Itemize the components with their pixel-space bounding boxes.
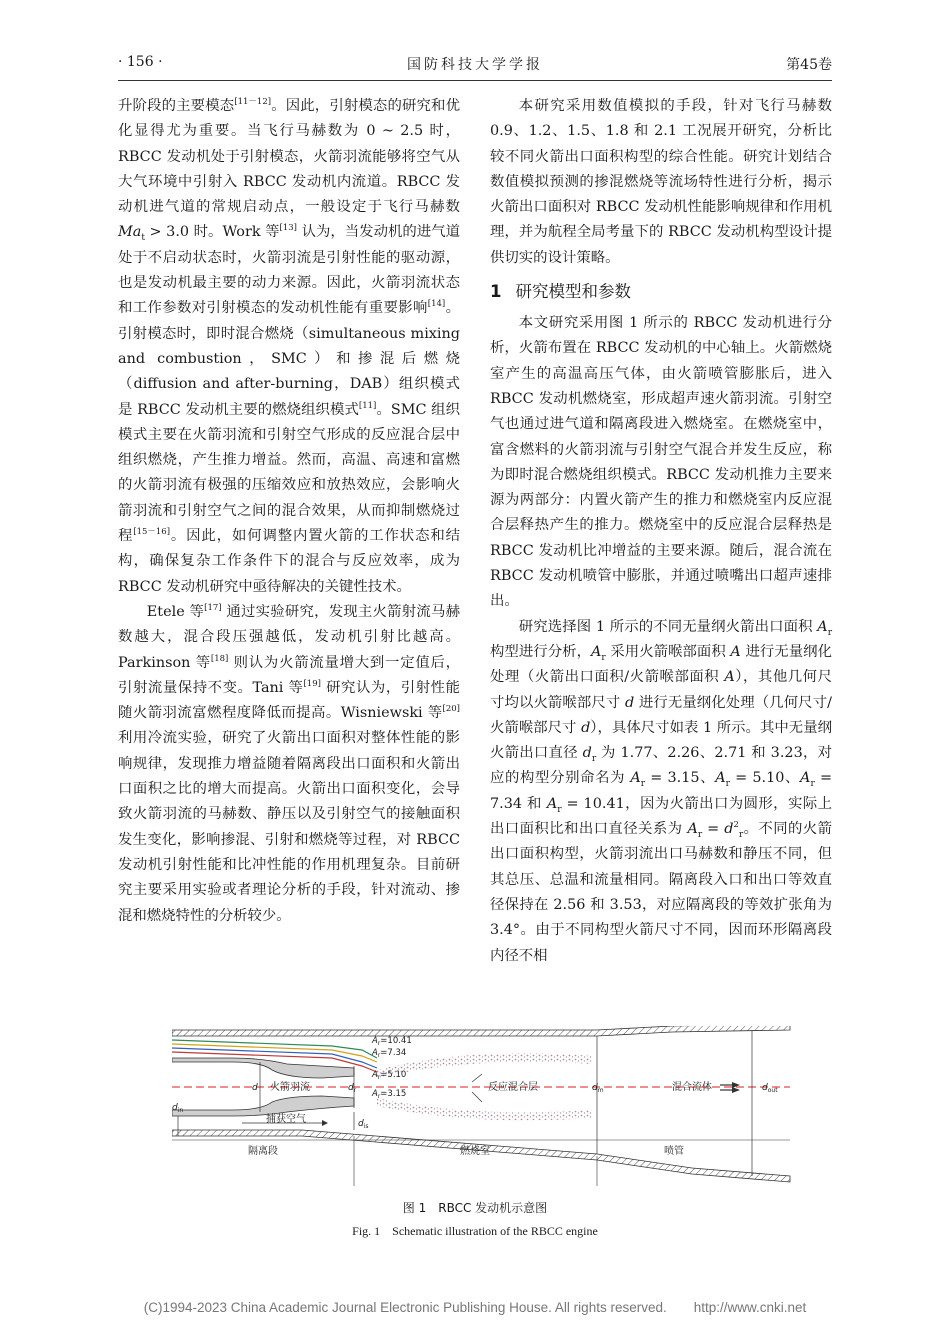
citation: [17] — [204, 603, 222, 614]
citation: [18] — [210, 653, 229, 664]
svg-text:d: d — [252, 1083, 258, 1093]
section-number: 1 — [490, 282, 502, 302]
citation: [11－12] — [234, 97, 272, 108]
label-isolator: 隔离段 — [248, 1146, 278, 1157]
journal-title: 国防科技大学学报 — [407, 57, 543, 73]
right-paragraph-2: 本文研究采用图 1 所示的 RBCC 发动机进行分析，火箭布置在 RBCC 发动机的中心轴上。火箭燃烧室产生的高温高压气体，由火箭喷管膨胀后，进入 RBCC 发动机燃烧室，形成超声速火箭羽流。引射空气也通过进气道和隔离段进入燃烧室。在燃烧室中，富含燃料的火箭羽流与引射空气混合并发生反应，称为即时混合燃烧组织模式。RBCC 发动机推力主要来源为两部分：内置火箭产生的推力和燃烧室内反应混合层释热产生的推力。燃烧室中的反应混合层释热是 RBCC 发动机比冲增益的主要来源。随后，混合流在 RBCC 发动机喷管中膨胀，并通过喷嘴出口超声速排出。 — [490, 315, 832, 610]
citation: [11] — [358, 400, 377, 411]
volume-label: 第45卷 — [786, 57, 832, 73]
svg-text:din: $d_{in}$ — [172, 1103, 184, 1114]
right-paragraph-3: 研究选择图 1 所示的不同无量纲火箭出口面积 $A_r$ 构型进行分析，$A_r$ 采用火箭喉部面积 A 进行无量纲化处理（火箭出口面积/火箭喉部面积 A），其他几何尺寸均以火箭喉部尺寸 d 进行无量纲化处理（几何尺寸/火箭喉部尺寸 d），具体尺寸如表 1 所示。其中无量纲火箭出口直径 $d_r$ 为 1.77、2.26、2.71 和 3.23，对应的构型分别命名为 $A_r = 3.15$、$A_r = 5.10$、$A_r = 7.34$ 和 $A_r = 10.41$，因为火箭出口为圆形，实际上出口面积比和出口直径关系为 $A_r = d^2_r$。不同的火箭出口面积构型，火箭羽流出口马赫数和静压不同，但其总压、总温和流量相同。隔离段入口和出口等效直径保持在 2.56 和 3.53，对应隔离段的等效扩张角为 3.4°。由于不同构型火箭尺寸不同，因而环形隔离段内径不相 — [490, 618, 833, 964]
left-paragraph-2: Etele 等[17] 通过实验研究，发现主火箭射流马赫数越大，混合段压强越低，发动机引射比越高。Parkinson 等[18] 则认为火箭流量增大到一定值后，引射流量保持不变。Tani 等[19] 研究认为，引射性能随火箭羽流富燃程度降低而提高。Wisniewski 等[20] 利用冷流实验，研究了火箭出口面积对整体性能的影响规律，发现推力增益随着隔离段出口面积和火箭出口面积之比的增大而提高。火箭出口面积变化，会导致火箭羽流的马赫数、静压以及引射空气的接触面积发生变化，影响掺混、引射和燃烧等过程，对 RBCC 发动机引射性能和比冲性能的作用机理复杂。目前研究主要采用实验或者理论分析的手段，针对流动、掺混和燃烧特性的分析较少。 — [118, 603, 461, 924]
rocket-body-top — [172, 1058, 354, 1078]
citation: [13] — [279, 223, 297, 234]
citation: [20] — [442, 704, 460, 715]
outer-wall-top — [172, 1026, 790, 1036]
figure-caption-en: Fig. 1 Schematic illustration of the RBCC engine — [352, 1224, 598, 1238]
svg-text:Ar=3.15: $A_r=3.15$ — [372, 1089, 407, 1100]
label-plume: 火箭羽流 — [270, 1082, 310, 1093]
citation: [14] — [427, 299, 446, 310]
rbcc-engine-schematic — [172, 1026, 792, 1190]
label-mixing-layer: 反应混合层 — [488, 1082, 538, 1093]
svg-text:dr: $d_r$ — [348, 1083, 357, 1094]
mixing-layer-bottom — [377, 1098, 592, 1120]
right-paragraph-1: 本研究采用数值模拟的手段，针对飞行马赫数 0.9、1.2、1.5、1.8 和 2.1 工况展开研究，分析比较不同火箭出口面积构型的综合性能。研究计划结合数值模拟预测的掺混燃烧等流场特性进行分析，揭示火箭出口面积对 RBCC 发动机性能影响规律和作用机理，并为航程全局考量下的 RBCC 发动机构型设计提供切实的设计策略。 — [490, 98, 832, 266]
right-column — [490, 94, 832, 969]
page-number: · 156 · — [118, 54, 163, 70]
label-nozzle: 喷管 — [664, 1146, 684, 1157]
section-heading — [490, 279, 832, 305]
copyright-footer: (C)1994-2023 China Academic Journal Electronic Publishing House. All rights reserved. http://www.cnki.net — [143, 1300, 807, 1315]
left-paragraph-1: 升阶段的主要模态[11－12]。因此，引射模态的研究和优化显得尤为重要。当飞行马赫数为 0 ~ 2.5 时，RBCC 发动机处于引射模态，火箭羽流能够将空气从大气环境中引射入 RBCC 发动机内流道。RBCC 发动机进气道的常规启动点，一般设定于飞行马赫数 $Ma_t > 3.0$ 时。Work 等[13] 认为，当发动机的进气道处于不启动状态时，火箭羽流是引射性能的驱动源，也是发动机最主要的动力来源。因此，火箭羽流状态和工作参数对引射模态的发动机性能有重要影响[14]。引射模态时，即时混合燃烧（simultaneous mixing and combustion，SMC）和掺混后燃烧（diffusion and after-burning，DAB）组织模式是 RBCC 发动机主要的燃烧组织模式[11]。SMC 组织模式主要在火箭羽流和引射空气形成的反应混合层中组织燃烧，产生推力增益。然而，高温、高速和富燃的火箭羽流有极强的压缩效应和放热效应，会影响火箭羽流和引射空气之间的混合效果，从而抑制燃烧过程[15－16]。因此，如何调整内置火箭的工作状态和结构，确保复杂工作条件下的混合与反应效率，成为 RBCC 发动机研究中亟待解决的关键性技术。 — [118, 97, 460, 595]
svg-text:dm: $d_m$ — [592, 1083, 604, 1094]
svg-text:Ar=7.34: $A_r=7.34$ — [372, 1048, 407, 1059]
mixing-layer-top — [377, 1053, 592, 1078]
citation: [19] — [303, 679, 321, 690]
label-captured-air: 捕获空气 — [266, 1114, 306, 1125]
left-column — [118, 94, 460, 929]
section-title: 研究模型和参数 — [515, 282, 631, 302]
citation: [15－16] — [133, 527, 171, 538]
svg-text:dis: $d_{is}$ — [358, 1119, 369, 1130]
svg-text:Ar=5.10: $A_r=5.10$ — [372, 1070, 407, 1081]
svg-text:Ar=10.41: $A_r=10.41$ — [372, 1036, 412, 1047]
label-combustor: 燃烧室 — [460, 1146, 490, 1157]
label-mixed-flow: 混合流体 — [672, 1082, 712, 1093]
header-rule — [118, 80, 832, 81]
page-header — [118, 54, 832, 80]
figure-caption-cn: 图 1 RBCC 发动机示意图 — [402, 1201, 548, 1215]
rocket-body-bottom — [172, 1096, 354, 1116]
svg-text:dout: $d_{out}$ — [762, 1083, 778, 1094]
